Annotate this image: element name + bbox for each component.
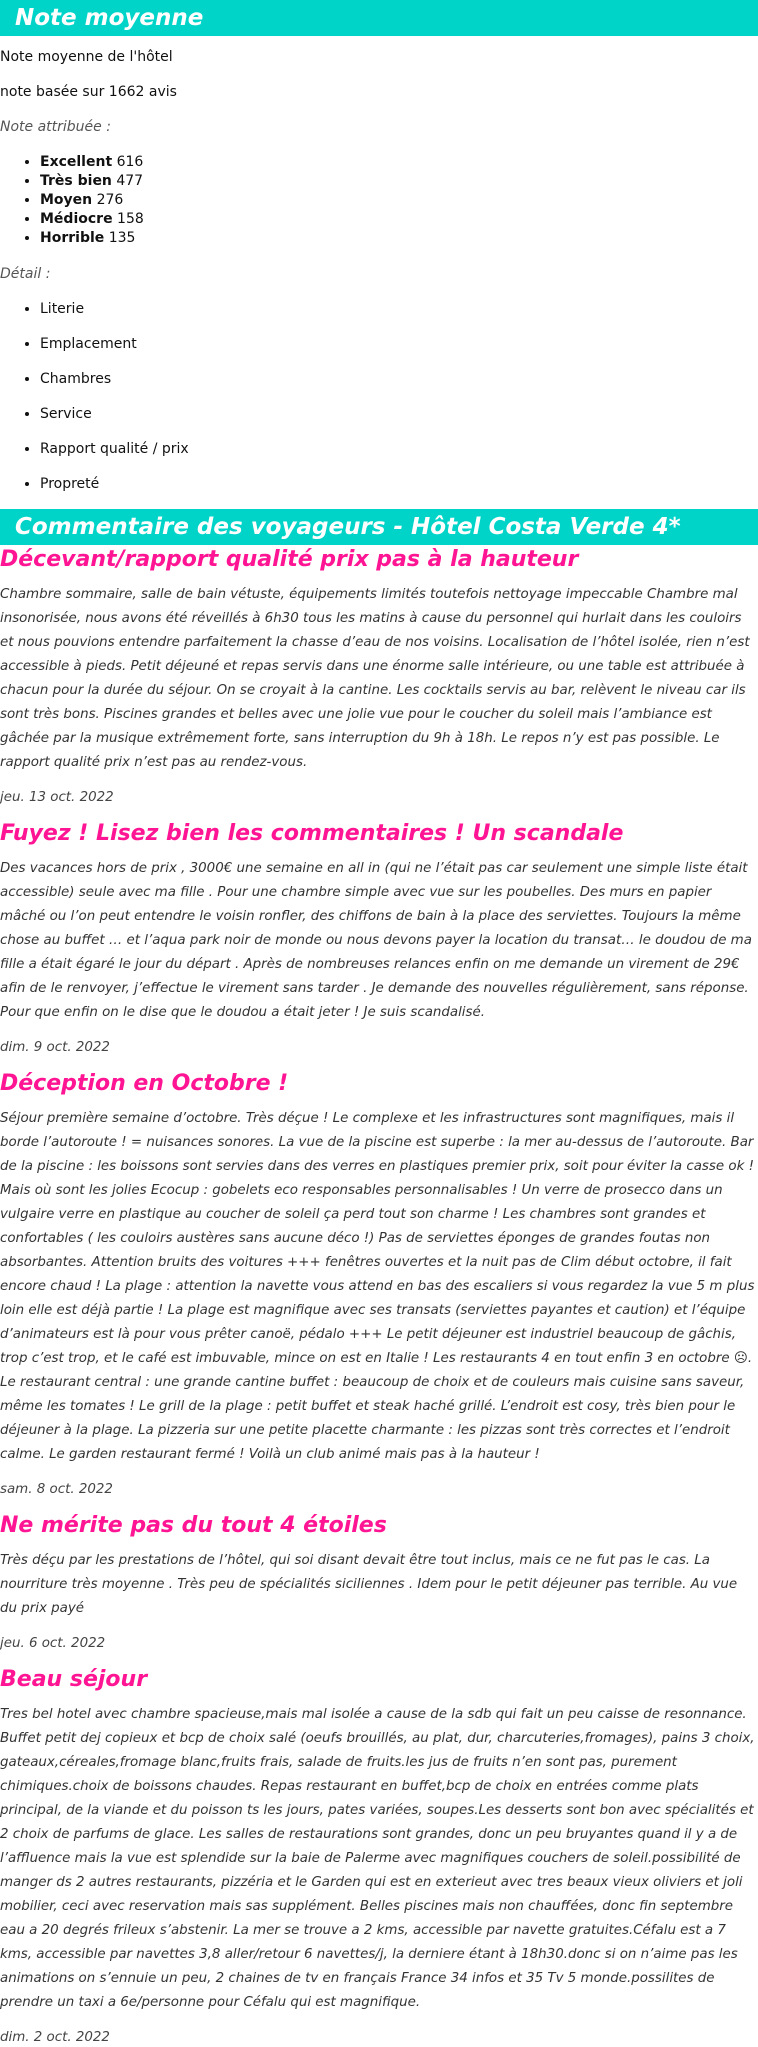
review-body: Des vacances hors de prix , 3000€ une semaine en all in (qui ne l’était pas car seulement une simple liste était accessible) seule avec ma fille . Pour une chambre simple avec vue sur les poubelles. Des murs en papier mâché ou l’on peut entendre le voisin ronfler, des chiffons de bain à la place des serviettes. Toujours la même chose au buffet … et l’aqua park noir de monde ou nous devons payer la location du transat… le doudou de ma fille a était égaré le jour du départ . Après de nombreuses relances enfin on me demande un virement de 29€ afin de le renvoyer, j’effectue le virement sans tarder . Je demande des nouvelles régulièrement, sans réponse. Pour que enfin on le dise que le doudou a était jeter ! Je suis scandalisé. bbox=[0, 861, 752, 1020]
review-date: jeu. 6 oct. 2022 bbox=[0, 1636, 106, 1651]
rating-count: 477 bbox=[116, 173, 144, 189]
review-count: note basée sur 1662 avis bbox=[0, 84, 177, 100]
review-title: Ne mérite pas du tout 4 étoiles bbox=[0, 1513, 387, 1538]
detail-item-literie: • Literie bbox=[40, 300, 758, 319]
review-body: Chambre sommaire, salle de bain vétuste, équipements limités toutefois nettoyage impeccable Chambre mal insonorisée, nous avons été réveillés à 6h30 tous les matins à cause du personnel qui hurlait dans les couloirs et nous pouvions entendre parfaitement la chasse d’eau de nos voisins. Localisation de l’hôtel isolée, rien n’est accessible à pieds. Petit déjeuné et repas servis dans une énorme salle intérieure, ou une table est attribuée à chacun pour la durée du séjour. On se croyait à la cantine. Les cocktails servis au bar, relèvent le niveau car ils sont très bons. Piscines grandes et belles avec une jolie vue pour le coucher du soleil mais l’ambiance est gâchée par la musique extrêmement forte, sans interruption du 9h à 18h. Le repos n’y est pas possible. Le rapport qualité prix n’est pas au rendez-vous. bbox=[0, 587, 750, 770]
rating-item-excellent bbox=[40, 153, 758, 172]
review-date: dim. 9 oct. 2022 bbox=[0, 1040, 110, 1055]
detail-item-rapport-qualite-prix: • Rapport qualité / prix bbox=[40, 440, 758, 459]
detail-item-emplacement: • Emplacement bbox=[40, 335, 758, 354]
ratings-list bbox=[0, 153, 758, 248]
review-title: Décevant/rapport qualité prix pas à la hauteur bbox=[0, 547, 579, 572]
rating-summary bbox=[0, 48, 758, 494]
review-item bbox=[0, 1069, 758, 1499]
rating-item-horrible bbox=[40, 229, 758, 248]
detail-item-chambres: • Chambres bbox=[40, 370, 758, 389]
rating-label: Très bien bbox=[40, 173, 112, 189]
review-item bbox=[0, 1511, 758, 1653]
review-body: Séjour première semaine d’octobre. Très déçue ! Le complexe et les infrastructures sont magnifiques, mais il borde l’autoroute ! = nuisances sonores. La vue de la piscine est superbe : la mer au-dessus de l’autoroute. Bar de la piscine : les boissons sont servies dans des verres en plastiques premier prix, soit pour éviter la casse ok ! Mais où sont les jolies Ecocup : gobelets eco responsables personnalisables ! Un verre de prosecco dans un vulgaire verre en plastique au coucher de soleil ça perd tout son charme ! Les chambres sont grandes et confortables ( les couloirs austères sans aucune déco !) Pas de serviettes éponges de grandes foutas non absorbantes. Attention bruits des voitures +++ fenêtres ouvertes et la nuit pas de Clim début octobre, il fait encore chaud ! La plage : attention la navette vous attend en bas des escaliers si vous regardez la vue 5 m plus loin elle est déjà partie ! La plage est magnifique avec ses transats (serviettes payantes et caution) et l’équipe d’animateurs est là pour vous prêter canoë, pédalo +++ Le petit déjeuner est industriel beaucoup de gâchis, trop c’est trop, et le café est imbuvable, mince on est en Italie ! Les restaurants 4 en tout enfin 3 en octobre ☹. Le restaurant central : une grande cantine buffet : beaucoup de choix et de couleurs mais cuisine sans saveur, même les tomates ! Le grill de la plage : petit buffet et steak haché grillé. L’endroit est cosy, très bien pour le déjeuner à la plage. La pizzeria sur une petite placette charmante : les pizzas sont très correctes et l’endroit calme. Le garden restaurant fermé ! Voilà un club animé mais pas à la hauteur ! bbox=[0, 1111, 755, 1462]
rating-label: Moyen bbox=[40, 192, 93, 208]
review-body: Très déçu par les prestations de l’hôtel, qui soi disant devait être tout inclus, mais ce ne fut pas le cas. La nourriture très moyenne . Très peu de spécialités siciliennes . Idem pour le petit déjeuner pas terrible. Au vue du prix payé bbox=[0, 1553, 738, 1616]
review-date: jeu. 13 oct. 2022 bbox=[0, 790, 114, 805]
details-label: Détail : bbox=[0, 266, 51, 282]
rating-item-mediocre bbox=[40, 210, 758, 229]
rating-count: 135 bbox=[108, 230, 136, 246]
detail-item-service: • Service bbox=[40, 405, 758, 424]
rating-label: Excellent bbox=[40, 154, 113, 170]
rating-label: Médiocre bbox=[40, 211, 113, 227]
rating-item-tres-bien bbox=[40, 172, 758, 191]
rating-count: 158 bbox=[117, 211, 144, 227]
review-title: Beau séjour bbox=[0, 1667, 148, 1692]
rating-summary-header: Note moyenne bbox=[0, 0, 758, 36]
rating-count: 616 bbox=[116, 154, 144, 170]
review-item bbox=[0, 545, 758, 807]
review-date: sam. 8 oct. 2022 bbox=[0, 1482, 113, 1497]
comments-header: Commentaire des voyageurs - Hôtel Costa Verde 4* bbox=[0, 509, 758, 545]
review-item bbox=[0, 1665, 758, 2047]
rating-label: Horrible bbox=[40, 230, 105, 246]
hotel-score-label: Note moyenne de l'hôtel bbox=[0, 49, 173, 65]
review-body: Tres bel hotel avec chambre spacieuse,mais mal isolée a cause de la sdb qui fait un peu caisse de resonnance. Buffet petit dej copieux et bcp de choix salé (oeufs brouillés, au plat, dur, charcuteries,fromages), pains 3 choix, gateaux,céreales,fromage blanc,fruits frais, salade de fruits.les jus de fruits n’en sont pas, purement chimiques.choix de boissons chaudes. Repas restaurant en buffet,bcp de choix en entrées comme plats principal, de la viande et du poisson ts les jours, pates variées, soupes.Les desserts sont bon avec spécialités et 2 choix de parfums de glace. Les salles de restaurations sont grandes, donc un peu bruyantes quand il y a de l’affluence mais la vue est splendide sur la baie de Palerme avec magnifiques couchers de soleil.possibilité de manger ds 2 autres restaurants, pizzéria et le Garden qui est en exterieut avec tres beaux vieux oliviers et joli mobilier, ceci avec reservation mais sas supplément. Belles piscines mais non chauffées, donc fin septembre eau a 20 degrés frileux s’abstenir. La mer se trouve a 2 kms, accessible par navette gratuites.Céfalu est a 7 kms, accessible par navettes 3,8 aller/retour 6 navettes/j, la derniere étant à 18h30.donc si on n’aime pas les animations on s’ennuie un peu, 2 chaines de tv en français France 34 infos et 35 Tv 5 monde.possilites de prendre un taxi a 6e/personne pour Céfalu qui est magnifique. bbox=[0, 1707, 755, 2010]
rating-item-moyen bbox=[40, 191, 758, 210]
review-title: Déception en Octobre ! bbox=[0, 1071, 289, 1096]
review-date: dim. 2 oct. 2022 bbox=[0, 2030, 110, 2045]
ratings-label: Note attribuée : bbox=[0, 119, 111, 135]
details-list bbox=[0, 300, 758, 494]
rating-count: 276 bbox=[96, 192, 124, 208]
review-title: Fuyez ! Lisez bien les commentaires ! Un scandale bbox=[0, 821, 624, 846]
reviews-list bbox=[0, 545, 758, 2047]
review-item bbox=[0, 819, 758, 1057]
detail-item-proprete: • Propreté bbox=[40, 475, 758, 494]
